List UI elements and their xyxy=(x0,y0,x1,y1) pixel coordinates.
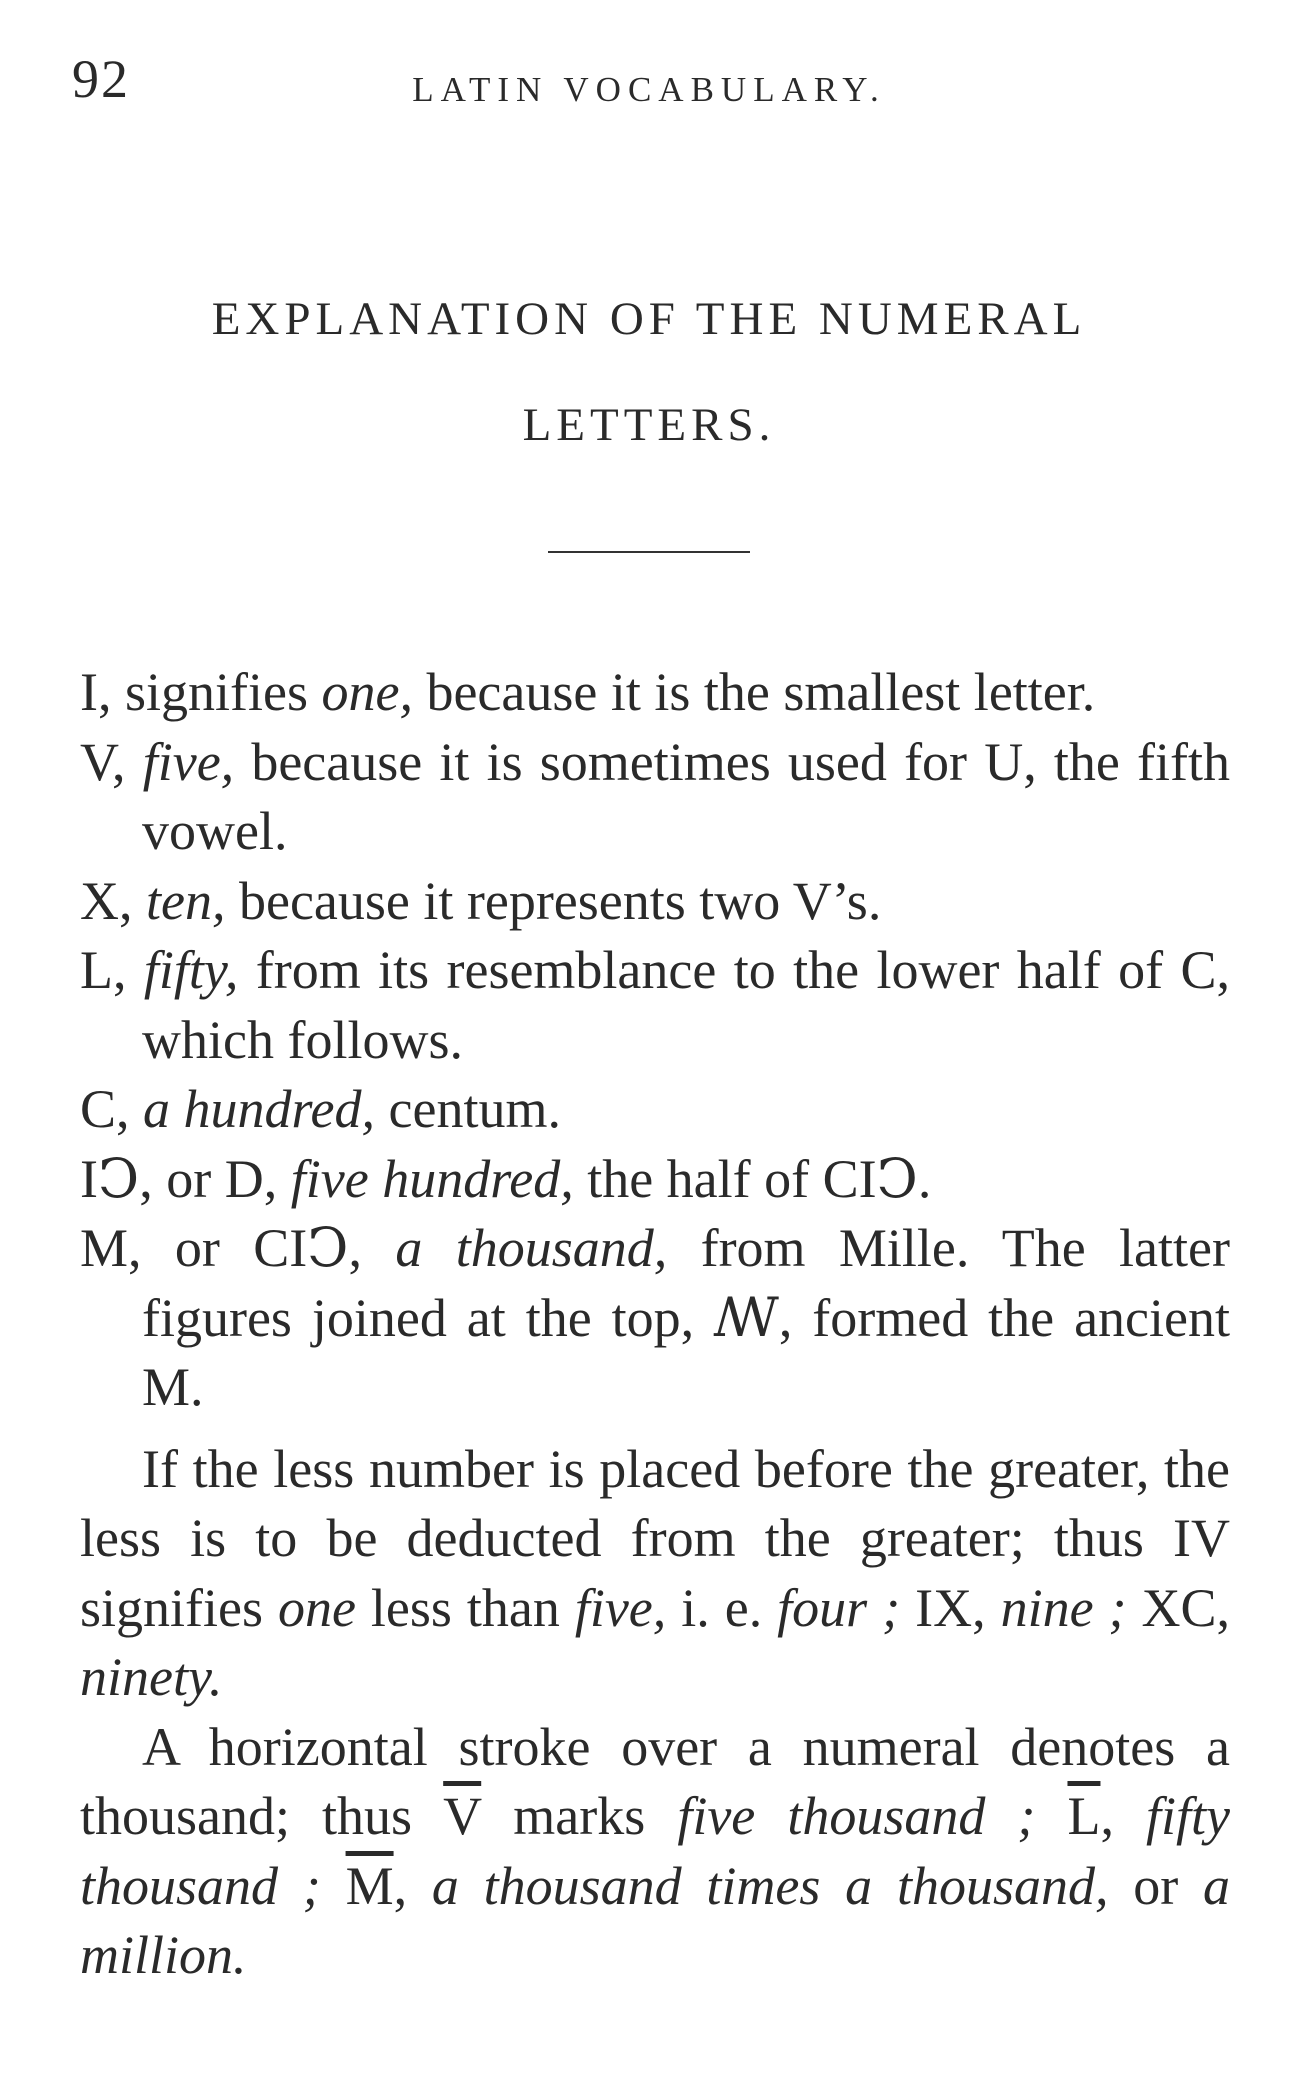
entry-text: because it represents two V’s. xyxy=(225,870,882,931)
entry-text: C, xyxy=(80,1079,144,1139)
entry-italic: a thousand, xyxy=(395,1218,668,1278)
paragraph-text: i. e. xyxy=(666,1577,778,1638)
paragraph-italic: nine ; xyxy=(1000,1577,1127,1638)
title-rule xyxy=(548,551,750,553)
paragraph-italic: ninety. xyxy=(80,1647,223,1707)
entry-italic: ten, xyxy=(146,870,226,931)
paragraph-italic: five, xyxy=(574,1577,667,1638)
paragraph-text xyxy=(321,1856,346,1916)
paragraph-text: , xyxy=(1100,1786,1147,1846)
numeral-entry-i xyxy=(80,658,1230,728)
paragraph-text: less than xyxy=(355,1577,575,1638)
paragraph-italic: five thousand ; xyxy=(677,1786,1036,1846)
paragraph-italic: a million. xyxy=(80,1855,1231,1985)
section-title-line-2: LETTERS. xyxy=(522,399,776,451)
numeral-entry-v xyxy=(80,728,1230,867)
entry-text: L, xyxy=(80,940,144,1000)
paragraph-italic: fifty thousand ; xyxy=(80,1786,1231,1916)
entry-text: because it is sometimes used for U, the fifth vowel. xyxy=(142,731,1230,861)
entry-italic: a hundred, xyxy=(143,1079,376,1139)
page-body xyxy=(80,658,1230,1991)
paragraph-text: XC, xyxy=(1126,1577,1231,1638)
overlined-numeral: $\overline{L}$ xyxy=(1067,1786,1101,1846)
page-number: 92 xyxy=(72,49,130,109)
paragraph-text: or xyxy=(1108,1855,1204,1916)
paragraph-text: , xyxy=(393,1855,432,1916)
paragraph-text: marks xyxy=(481,1786,678,1846)
overlined-numeral: $\overline{M}$ xyxy=(345,1855,394,1916)
numeral-entry-m xyxy=(80,1214,1230,1423)
entry-italic: one, xyxy=(321,662,413,722)
entry-text: from its resemblance to the lower half of C, which follows. xyxy=(142,940,1230,1070)
entry-text: X, xyxy=(80,870,146,931)
numeral-entry-x xyxy=(80,867,1230,937)
paragraph-subtraction-rule xyxy=(80,1435,1230,1713)
paragraph-overline-rule xyxy=(80,1713,1230,1991)
paragraph-text: A horizontal stroke over a numeral denotes a thousand; thus xyxy=(80,1716,1230,1846)
entry-text: IↃ, or D, xyxy=(80,1148,291,1209)
entry-text: M, or CIↃ, xyxy=(80,1218,396,1278)
paragraph-italic: a thousand times a thousand, xyxy=(431,1855,1109,1916)
paragraph-text xyxy=(1035,1786,1067,1846)
overlined-numeral: $\overline{V}$ xyxy=(443,1786,482,1846)
entry-text: because it is the smallest letter. xyxy=(412,662,1096,722)
paragraph-text: IX, xyxy=(900,1577,1001,1638)
page-header xyxy=(0,48,1298,128)
entry-text: centum. xyxy=(375,1079,561,1139)
entry-italic: fifty, xyxy=(143,940,239,1000)
entry-italic: five, xyxy=(142,731,235,792)
running-title: LATIN VOCABULARY. xyxy=(412,70,886,109)
paragraph-italic: four ; xyxy=(777,1577,901,1638)
entry-italic: five hundred, xyxy=(290,1148,574,1209)
numeral-entry-c xyxy=(80,1075,1230,1145)
entry-text: the half of CIↃ. xyxy=(573,1148,932,1209)
paragraph-italic: one xyxy=(277,1577,356,1638)
section-title-line-1: EXPLANATION OF THE NUMERAL xyxy=(211,293,1087,345)
paragraph-text: If the less number is placed before the greater, the less is to be deducted from the greater; thus IV signifies xyxy=(80,1438,1230,1638)
numeral-entry-d xyxy=(80,1145,1230,1215)
entry-text: I, signifies xyxy=(80,662,322,722)
entry-text: V, xyxy=(80,731,143,792)
numeral-entry-l xyxy=(80,936,1230,1075)
entry-text: from Mille. The latter figures joined at the top, ꟿ, formed the ancient M. xyxy=(142,1218,1230,1417)
